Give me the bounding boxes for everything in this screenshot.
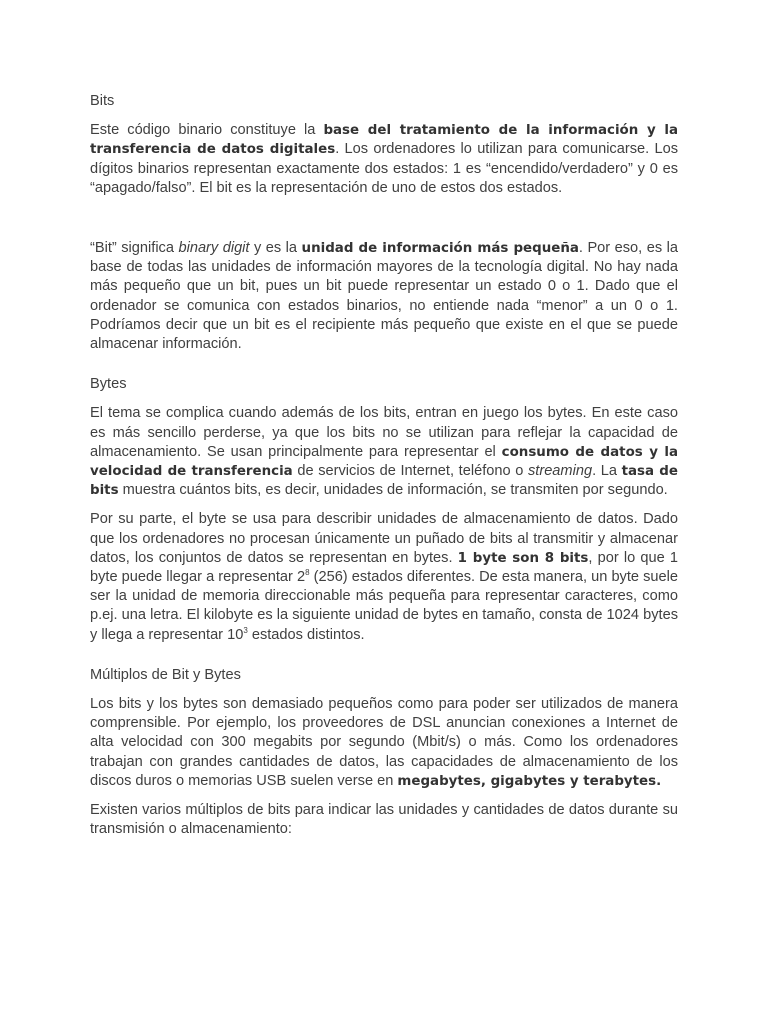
- bold-text: consumo de datos y la velocidad de transferencia: [90, 444, 679, 480]
- paragraph-multiples-list-intro: Existen varios múltiplos de bits para indicar las unidades y cantidades de datos durante su transmisión o almacenamiento:: [90, 802, 678, 838]
- paragraph-multiples-intro: Los bits y los bytes son demasiado pequeños como para poder ser utilizados de manera comprensible. Por ejemplo, los proveedores de DSL anuncian conexiones a Internet de alta velocidad con 300 megabits por segundo (Mbit/s) o más. Como los ordenadores trabajan con grandes cantidades de datos, las capacidades de almacenamiento de los discos duros o memorias USB suelen verse en megabytes, gigabytes y terabytes.: [90, 696, 678, 789]
- italic-text: streaming: [527, 463, 593, 480]
- bold-text: 1 byte son 8 bits: [457, 550, 589, 566]
- bold-text: unidad de información más pequeña: [301, 241, 579, 257]
- heading-bytes: Bytes: [90, 376, 127, 393]
- paragraph-bit-definition: “Bit” significa binary digit y es la unidad de información más pequeña. Por eso, es la base de todas las unidades de información mayores de la tecnología digital. No hay nada más pequeño que un bit, pues un bit puede representar un estado 0 o 1. Dado que el ordenador se comunica con estados binarios, no entiende nada “menor” a un 0 o 1. Podríamos decir que un bit es el recipiente más pequeño que existe en el que se puede almacenar información.: [90, 240, 678, 353]
- bold-text: megabytes, gigabytes y terabytes.: [397, 773, 662, 789]
- heading-multiples: Múltiplos de Bit y Bytes: [90, 666, 241, 683]
- italic-text: binary digit: [178, 240, 250, 257]
- superscript: 3: [243, 625, 248, 635]
- heading-bits: Bits: [90, 93, 115, 109]
- paragraph-bytes-intro: El tema se complica cuando además de los bits, entran en juego los bytes. En este caso es más sencillo perderse, ya que los bits no se utilizan para reflejar la capacidad de almacenamiento. Se usan principalmente para representar el consumo de datos y la velocidad de transferencia de servicios de Internet, teléfono o streaming. La tasa de bits muestra cuántos bits, es decir, unidades de información, se transmiten por segundo.: [90, 405, 679, 499]
- bold-text: tasa de bits: [90, 464, 678, 499]
- bold-text: base del tratamiento de la información y la transferencia de datos digitales: [90, 123, 678, 158]
- paragraph-bits-intro: Este código binario constituye la base del tratamiento de la información y la transferencia de datos digitales. Los ordenadores lo utilizan para comunicarse. Los dígitos binarios representan exactamente dos estados: 1 es “encendido/verdadero” y 0 es “apagado/falso”. El bit es la representación de uno de estos dos estados.: [90, 122, 678, 196]
- superscript: 8: [305, 568, 310, 578]
- paragraph-byte-storage: Por su parte, el byte se usa para describir unidades de almacenamiento de datos. Dado que los ordenadores no procesan únicamente un puñado de bits al transmitir y almacenar datos, los conjuntos de datos se representan en bytes. 1 byte son 8 bits, por lo que 1 byte puede llegar a representar $2^8$ (256) estados diferentes. De esta manera, un byte suele ser la unidad de memoria direccionable más pequeña para representar caracteres, como p.ej. una letra. El kilobyte es la siguiente unidad de bytes en tamaño, consta de 1024 bytes y llega a representar $10^3$ estados distintos.: [90, 511, 678, 643]
- document-page: [90, 92, 678, 840]
